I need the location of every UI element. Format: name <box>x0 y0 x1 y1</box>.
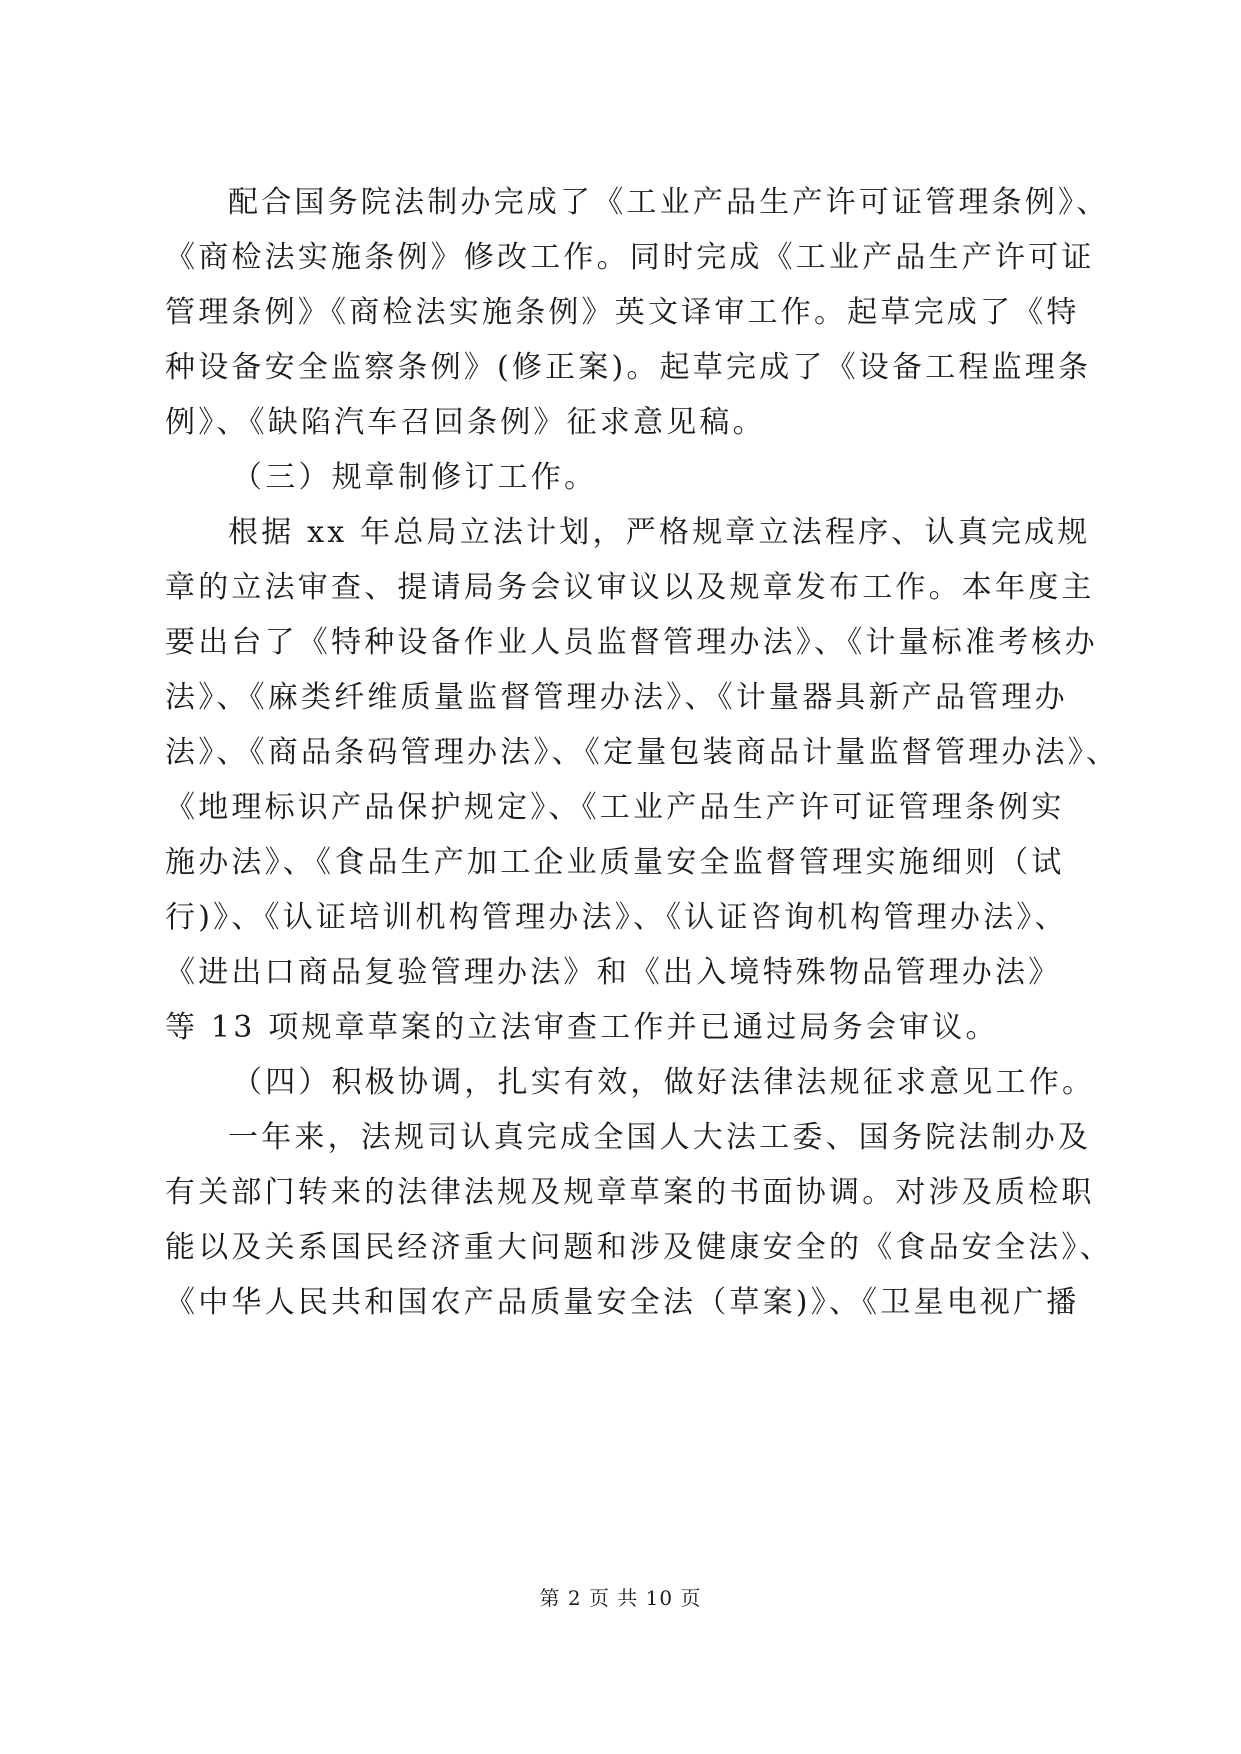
section-heading: （三）规章制修订工作。 <box>232 460 598 495</box>
paragraph-line: 例》、《缺陷汽车召回条例》征求意见稿。 <box>165 405 766 440</box>
paragraph-line: 一年来，法规司认真完成全国人大法工委、国务院法制办及 <box>228 1120 1092 1155</box>
paragraph-line: 法》、《商品条码管理办法》、《定量包装商品计量监督管理办法》、 <box>165 735 1120 770</box>
paragraph-line: 《进出口商品复验管理办法》和《出入境特殊物品管理办法》 <box>165 955 1062 990</box>
paragraph-line: 《地理标识产品保护规定》、《工业产品生产许可证管理条例实 <box>165 790 1065 825</box>
page-footer: 第 2 页 共 10 页 <box>539 1586 702 1610</box>
paragraph-line: 章的立法审查、提请局务会议审议以及规章发布工作。本年度主 <box>165 570 1095 605</box>
paragraph-line: 种设备安全监察条例》(修正案)。起草完成了《设备工程监理条 <box>165 350 1092 385</box>
paragraph-line: 《中华人民共和国农产品质量安全法（草案)》、《卫星电视广播 <box>165 1285 1080 1320</box>
paragraph-line: 根据 xx 年总局立法计划，严格规章立法程序、认真完成规 <box>228 515 1091 550</box>
paragraph-line: 施办法》、《食品生产加工企业质量安全监督管理实施细则（试 <box>165 845 1065 880</box>
paragraph-line: 行)》、《认证培训机构管理办法》、《认证咨询机构管理办法》、 <box>165 900 1068 935</box>
paragraph-line: 能以及关系国民经济重大问题和涉及健康安全的《食品安全法》、 <box>165 1230 1113 1265</box>
paragraph-line: 等 13 项规章草案的立法审查工作并已通过局务会审议。 <box>165 1010 999 1045</box>
paragraph-line: 有关部门转来的法律法规及规章草案的书面协调。对涉及质检职 <box>165 1175 1095 1210</box>
section-heading: （四）积极协调，扎实有效，做好法律法规征求意见工作。 <box>232 1065 1096 1100</box>
paragraph-line: 配合国务院法制办完成了《工业产品生产许可证管理条例》、 <box>228 185 1110 220</box>
paragraph-line: 法》、《麻类纤维质量监督管理办法》、《计量器具新产品管理办 <box>165 680 1068 715</box>
paragraph-line: 要出台了《特种设备作业人员监督管理办法》、《计量标准考核办 <box>165 625 1098 660</box>
paragraph-line: 管理条例》《商检法实施条例》英文译审工作。起草完成了《特 <box>165 295 1080 330</box>
paragraph-line: 《商检法实施条例》修改工作。同时完成《工业产品生产许可证 <box>165 240 1095 275</box>
